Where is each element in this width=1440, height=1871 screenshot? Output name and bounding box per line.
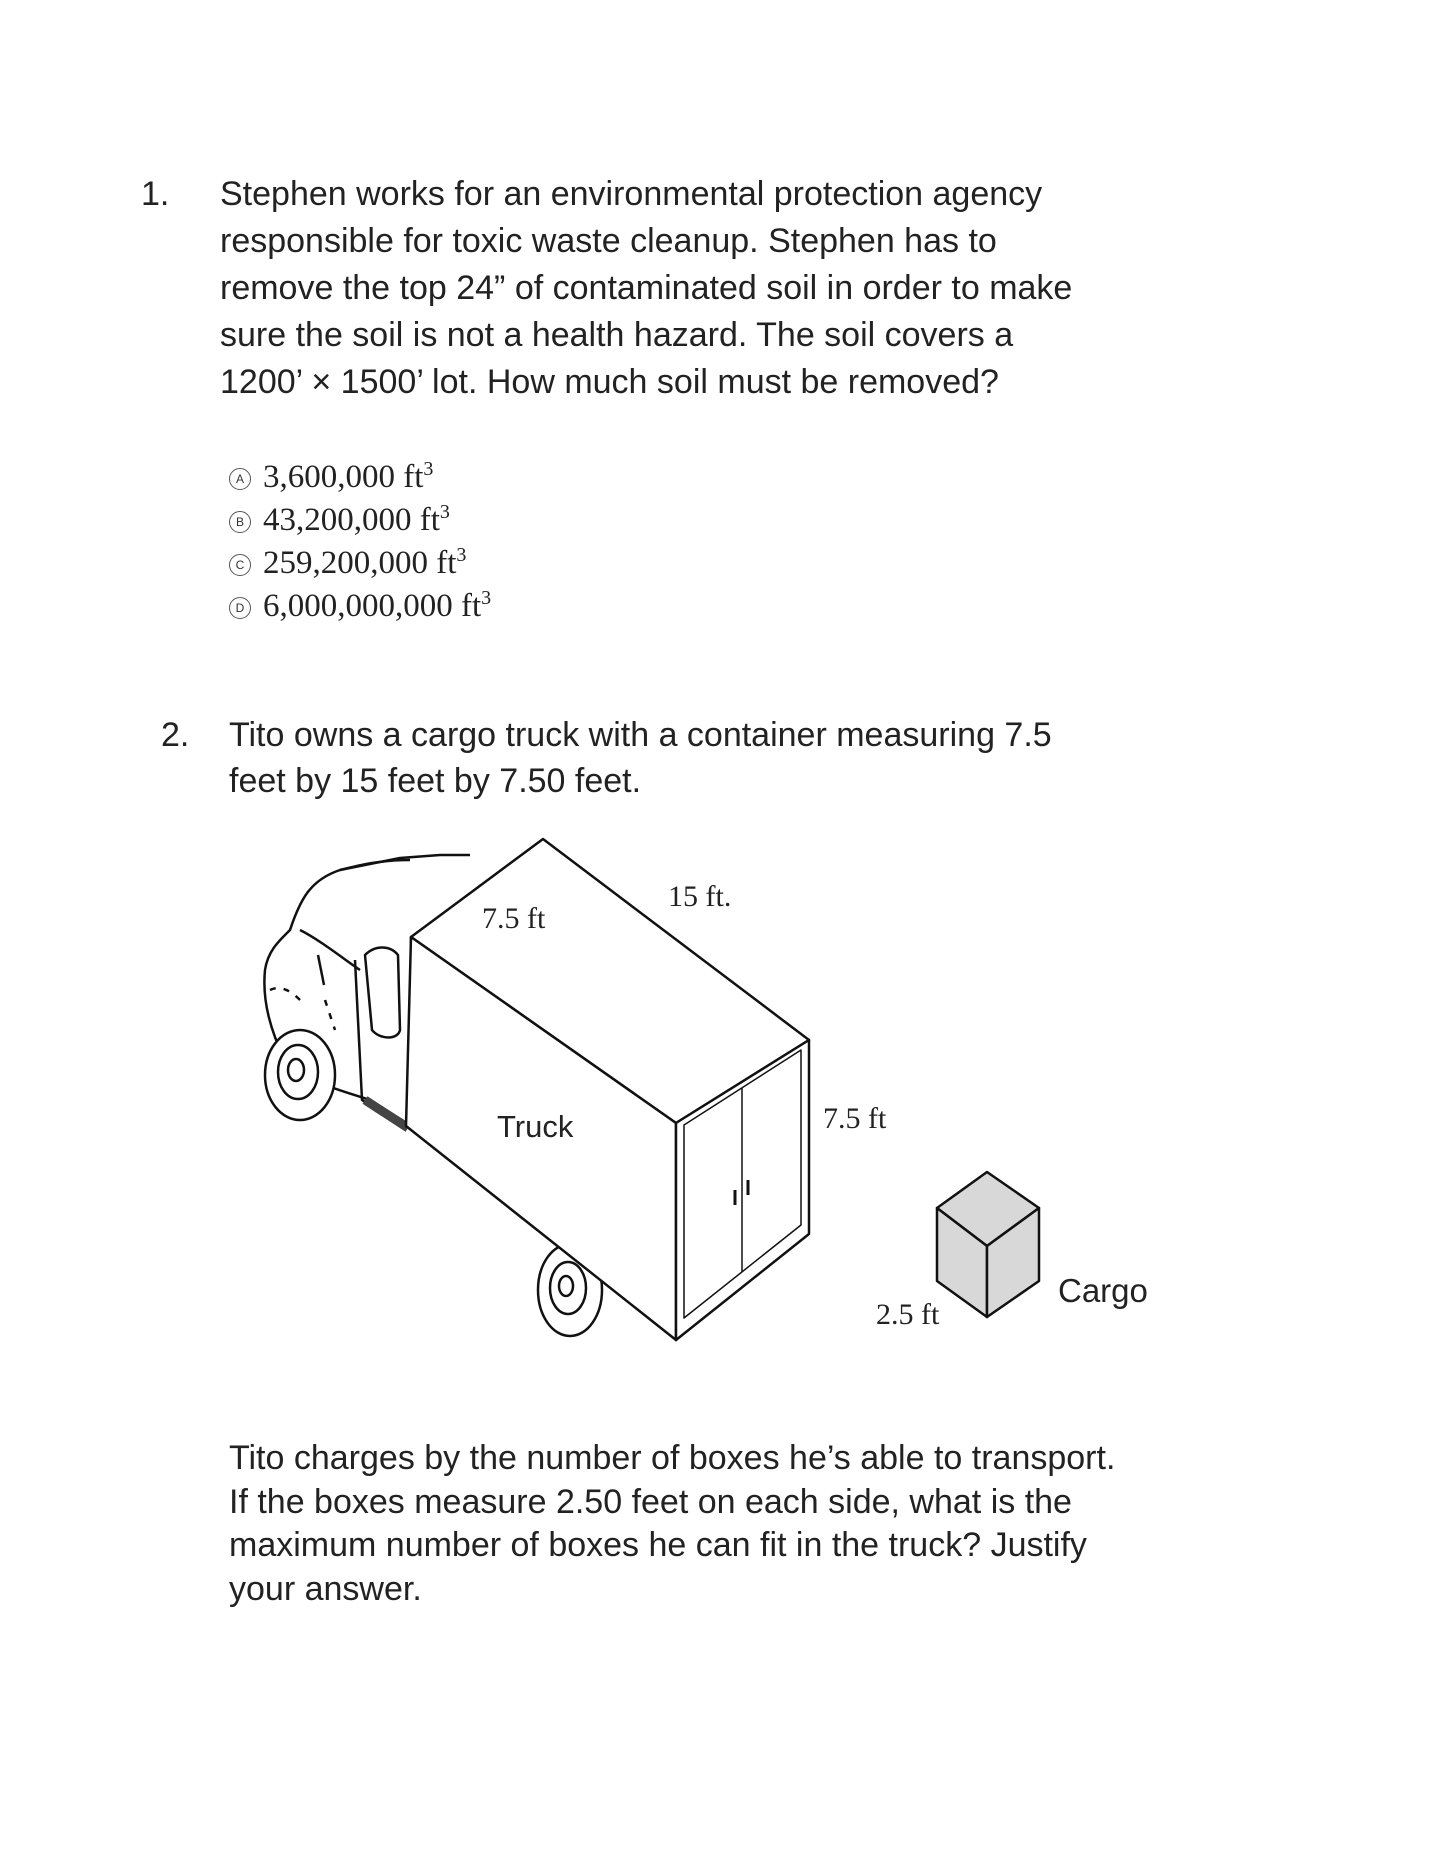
cargo-label: Cargo: [1058, 1272, 1148, 1309]
option-value: 43,200,000 ft: [263, 502, 440, 538]
q1-number: 1.: [141, 175, 170, 213]
box-size-label: 2.5 ft: [876, 1298, 940, 1331]
q2-followup-line-3: maximum number of boxes he can fit in the truck? Justify: [229, 1526, 1087, 1564]
length-label: 15 ft.: [668, 880, 732, 913]
exponent: 3: [481, 587, 492, 609]
cargo-container-drawing: [406, 839, 809, 1340]
option-value: 3,600,000 ft: [263, 459, 424, 495]
option-value: 259,200,000 ft: [263, 545, 457, 581]
option-value: 6,000,000,000 ft: [263, 588, 482, 624]
q2-followup-line-2: If the boxes measure 2.50 feet on each side, what is the: [229, 1483, 1072, 1521]
option-letter-a: A: [229, 468, 251, 490]
option-letter-d: D: [229, 597, 251, 619]
q2-number: 2.: [161, 716, 190, 754]
width-label: 7.5 ft: [482, 902, 546, 935]
height-label: 7.5 ft: [823, 1102, 887, 1135]
q2-line-1: Tito owns a cargo truck with a container measuring 7.5: [229, 716, 1052, 754]
option-letter-c: C: [229, 554, 251, 576]
exponent: 3: [439, 501, 450, 523]
q1-line-5: 1200’ × 1500’ lot. How much soil must be removed?: [220, 363, 999, 401]
option-letter-b: B: [229, 511, 251, 533]
truck-label: Truck: [497, 1109, 574, 1144]
q1-line-2: responsible for toxic waste cleanup. Stephen has to: [220, 222, 997, 260]
q1-line-4: sure the soil is not a health hazard. The soil covers a: [220, 316, 1014, 354]
q2-followup-line-4: your answer.: [229, 1570, 422, 1608]
q2-line-2: feet by 15 feet by 7.50 feet.: [229, 762, 642, 800]
exponent: 3: [456, 544, 467, 566]
cargo-box-drawing: [937, 1172, 1039, 1317]
q1-line-3: remove the top 24” of contaminated soil in order to make: [220, 269, 1073, 307]
q1-line-1: Stephen works for an environmental protection agency: [220, 175, 1043, 213]
q2-followup-line-1: Tito charges by the number of boxes he’s able to transport.: [229, 1439, 1116, 1477]
exponent: 3: [423, 458, 434, 480]
